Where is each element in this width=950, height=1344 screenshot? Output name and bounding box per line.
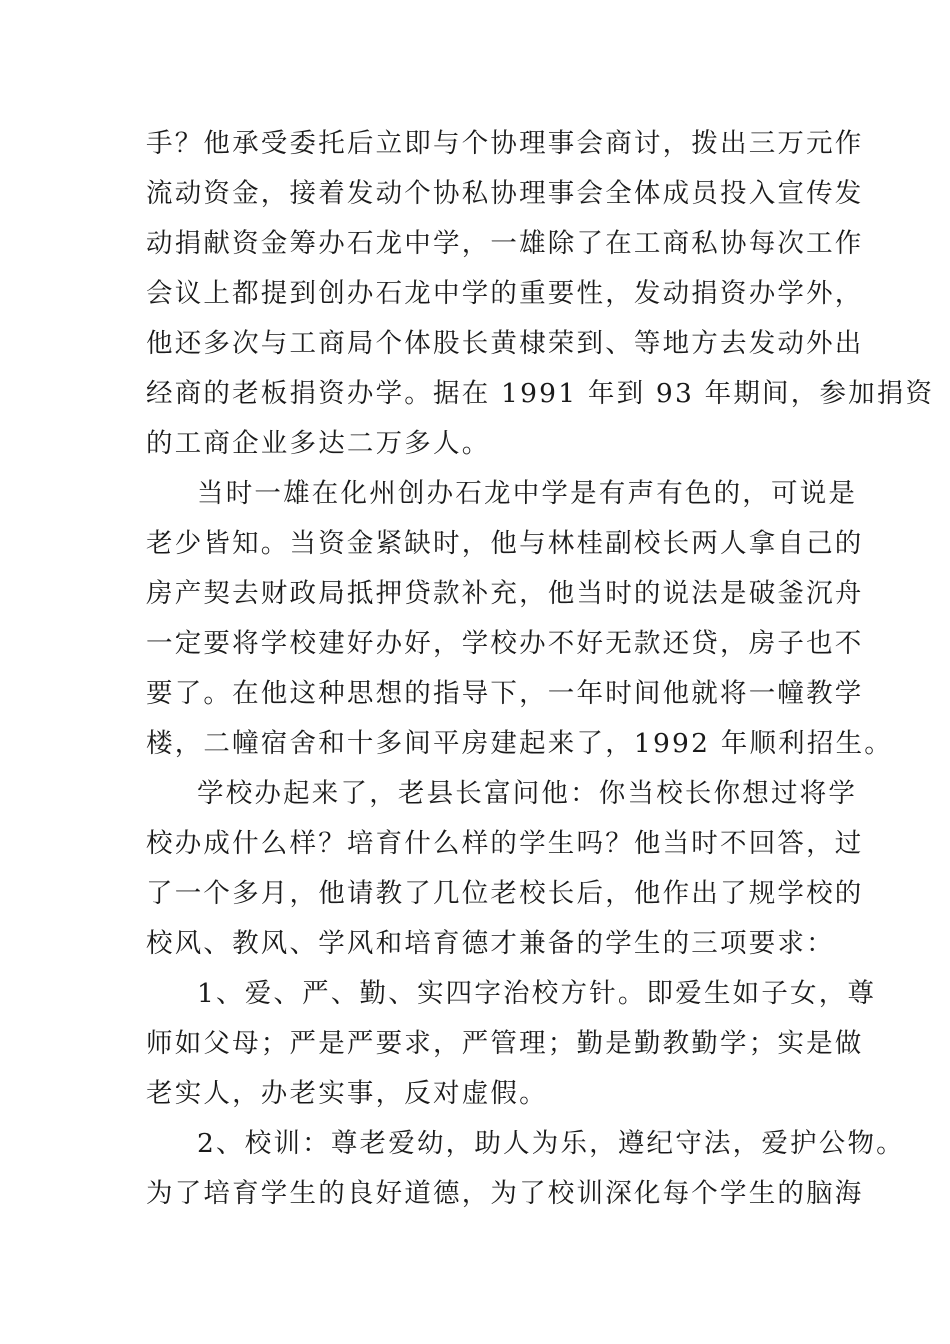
text-line: 楼，二幢宿舍和十多间平房建起来了，1992 年顺利招生。 [146,728,893,759]
text-line: 了一个多月，他请教了几位老校长后，他作出了规学校的 [146,878,864,909]
text-line: 为了培育学生的良好道德，为了校训深化每个学生的脑海 [146,1178,864,1209]
text-line: 老实人，办老实事，反对虚假。 [146,1078,548,1109]
paragraph-first-line: 当时一雄在化州创办石龙中学是有声有色的，可说是 [197,478,858,509]
text-line: 校办成什么样？培育什么样的学生吗？他当时不回答，过 [146,828,864,859]
text-line: 手？他承受委托后立即与个协理事会商讨，拨出三万元作 [146,128,864,159]
text-line: 房产契去财政局抵押贷款补充，他当时的说法是破釜沉舟 [146,578,864,609]
list-item-first-line: 2、校训：尊老爱幼，助人为乐，遵纪守法，爱护公物。 [197,1128,905,1159]
text-line: 经商的老板捐资办学。据在 1991 年到 93 年期间，参加捐资 [146,378,935,409]
text-line: 动捐献资金筹办石龙中学，一雄除了在工商私协每次工作 [146,228,864,259]
text-line: 流动资金，接着发动个协私协理事会全体成员投入宣传发 [146,178,864,209]
text-line: 要了。在他这种思想的指导下，一年时间他就将一幢教学 [146,678,864,709]
text-line: 师如父母；严是严要求，严管理；勤是勤教勤学；实是做 [146,1028,864,1059]
list-item-first-line: 1、爱、严、勤、实四字治校方针。即爱生如子女，尊 [197,978,877,1009]
text-line: 老少皆知。当资金紧缺时，他与林桂副校长两人拿自己的 [146,528,864,559]
text-line: 校风、教风、学风和培育德才兼备的学生的三项要求： [146,928,835,959]
paragraph-first-line: 学校办起来了，老县长富问他：你当校长你想过将学 [197,778,858,809]
text-line: 会议上都提到创办石龙中学的重要性，发动捐资办学外， [146,278,864,309]
text-line: 他还多次与工商局个体股长黄棣荣到、等地方去发动外出 [146,328,864,359]
text-line: 一定要将学校建好办好，学校办不好无款还贷，房子也不 [146,628,864,659]
text-line: 的工商企业多达二万多人。 [146,428,491,459]
